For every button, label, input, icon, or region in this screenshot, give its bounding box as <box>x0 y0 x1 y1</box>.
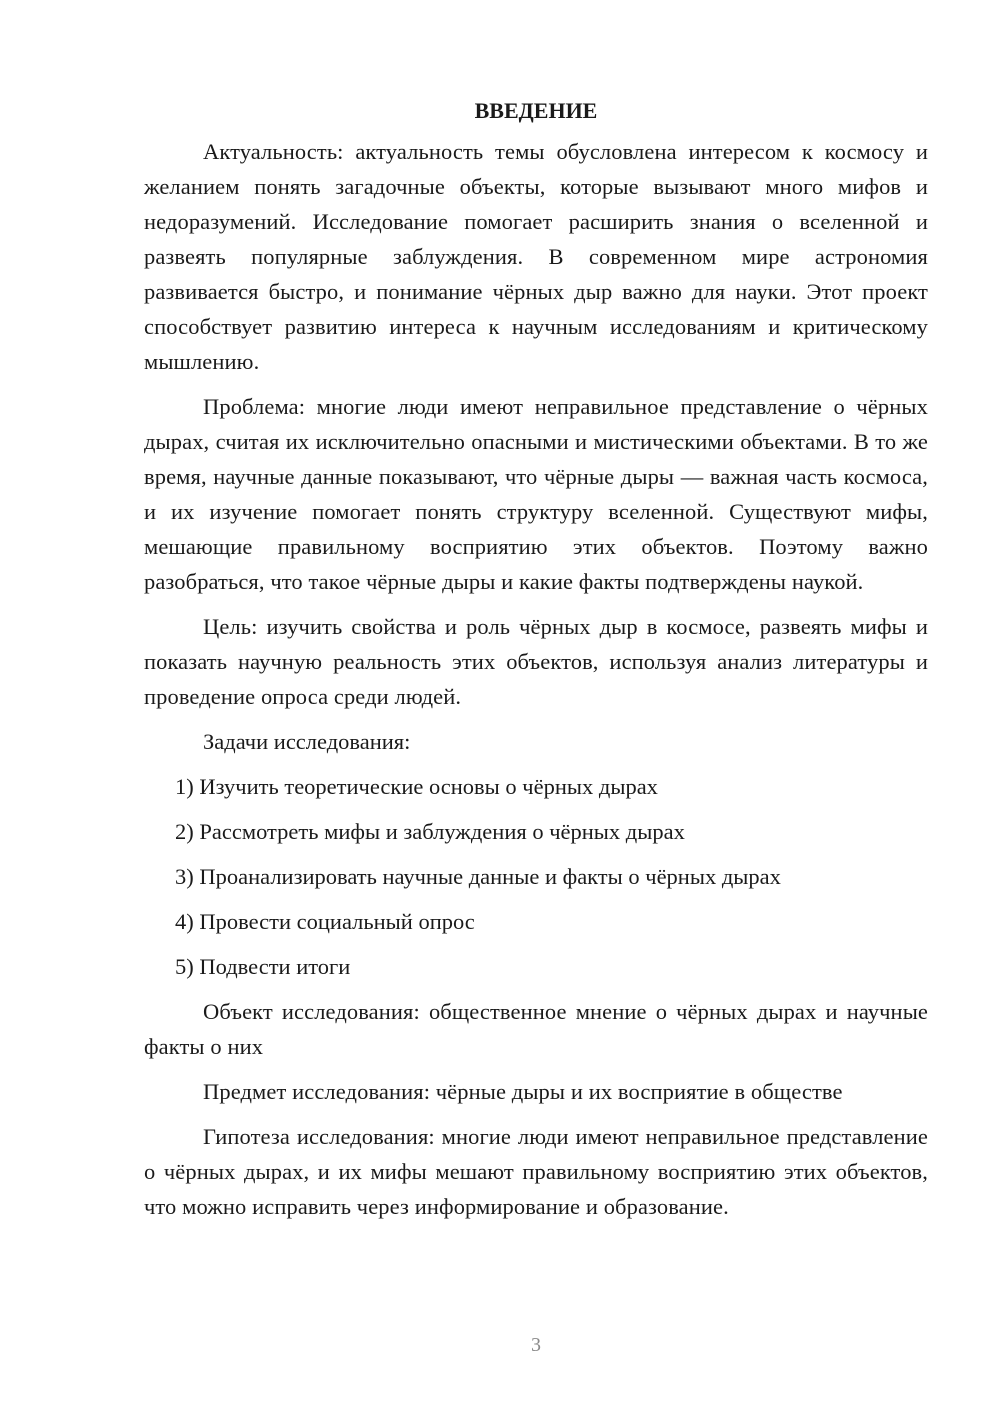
relevance-paragraph: Актуальность: актуальность темы обусловлена интересом к космосу и желанием понять загадочные объекты, которые вызывают много мифов и недоразумений. Исследование помогает расширить знания о вселенной и развеять популярные заблуждения. В современном мире астрономия развивается быстро, и понимание чёрных дыр важно для науки. Этот проект способствует развитию интереса к научным исследованиям и критическому мышлению. <box>144 139 928 374</box>
goal-paragraph: Цель: изучить свойства и роль чёрных дыр в космосе, развеять мифы и показать научную реальность этих объектов, используя анализ литературы и проведение опроса среди людей. <box>144 614 928 709</box>
page-number: 3 <box>531 1334 541 1356</box>
tasks-list <box>144 769 928 984</box>
hypothesis-paragraph: Гипотеза исследования: многие люди имеют неправильное представление о чёрных дырах, и их мифы мешают правильному восприятию этих объектов, что можно исправить через информирование и образование. <box>144 1124 928 1219</box>
document-page <box>144 94 928 1234</box>
task-item: 5) Подвести итоги <box>175 954 351 979</box>
task-item: 1) Изучить теоретические основы о чёрных дырах <box>175 774 658 799</box>
document-title: ВВЕДЕНИЕ <box>474 98 598 123</box>
object-paragraph: Объект исследования: общественное мнение о чёрных дырах и научные факты о них <box>144 999 928 1059</box>
task-item: 4) Провести социальный опрос <box>175 909 475 934</box>
problem-paragraph: Проблема: многие люди имеют неправильное представление о чёрных дырах, считая их исключительно опасными и мистическими объектами. В то же время, научные данные показывают, что чёрные дыры — важная часть космоса, и их изучение помогает понять структуру вселенной. Существуют мифы, мешающие правильному восприятию этих объектов. Поэтому важно разобраться, что такое чёрные дыры и какие факты подтверждены наукой. <box>144 394 928 594</box>
subject-paragraph: Предмет исследования: чёрные дыры и их восприятие в обществе <box>203 1079 843 1104</box>
task-item: 3) Проанализировать научные данные и факты о чёрных дырах <box>175 864 781 889</box>
tasks-heading: Задачи исследования: <box>203 729 411 754</box>
task-item: 2) Рассмотреть мифы и заблуждения о чёрных дырах <box>175 819 685 844</box>
